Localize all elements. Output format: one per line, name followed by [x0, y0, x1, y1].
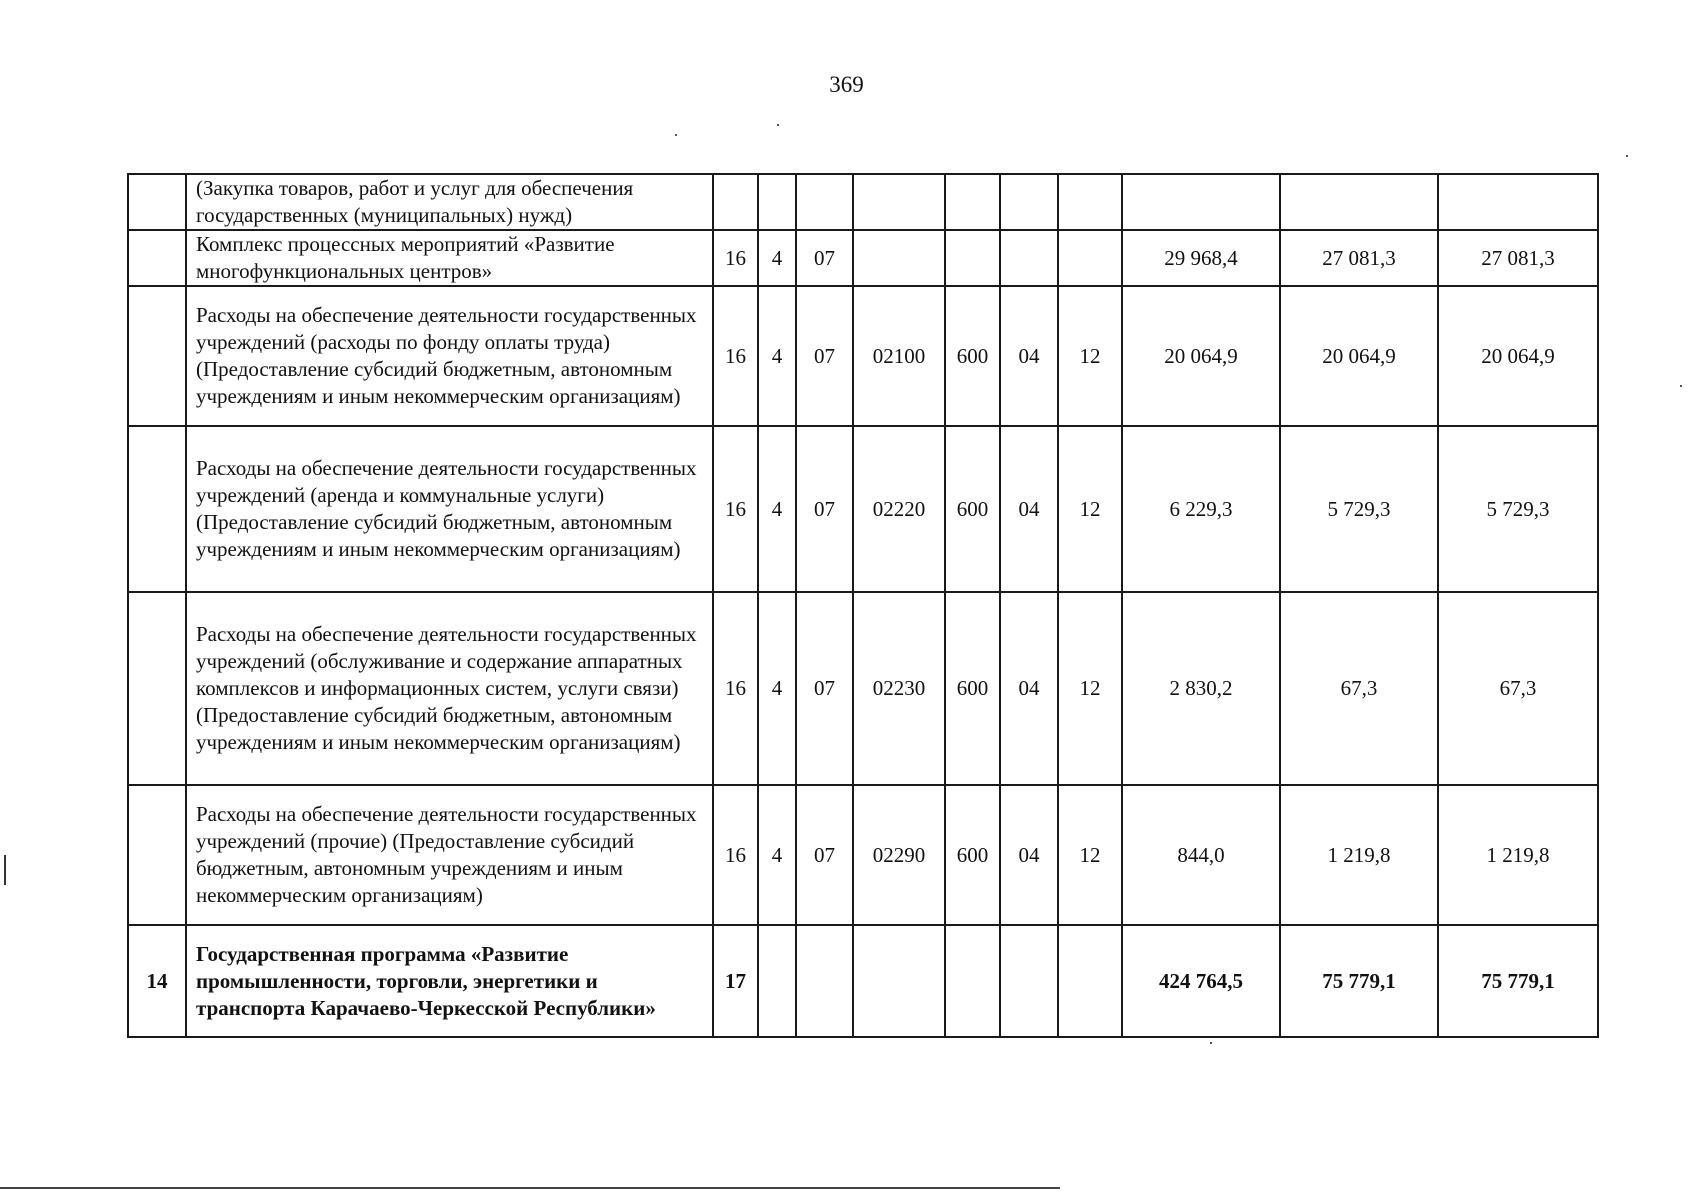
code-cell: 07	[796, 286, 853, 426]
code-cell	[1058, 230, 1122, 286]
row-description: Расходы на обеспечение деятельности государственных учреждений (обслуживание и содержание аппаратных комплексов и информационных систем, услуги связи) (Предоставление субсидий бюджетным, автономным учреждениям и иным некоммерческим организациям)	[186, 592, 713, 785]
code-cell: 02100	[853, 286, 945, 426]
amount-cell: 6 229,3	[1122, 426, 1280, 592]
scan-speck	[1210, 1042, 1212, 1044]
code-cell: 12	[1058, 592, 1122, 785]
scan-margin-line	[4, 855, 6, 885]
row-number	[128, 174, 186, 230]
code-cell: 16	[713, 785, 758, 925]
amount-cell: 424 764,5	[1122, 925, 1280, 1037]
code-cell	[713, 174, 758, 230]
scan-speck	[1626, 155, 1628, 157]
code-cell: 600	[945, 785, 1000, 925]
code-cell	[1058, 925, 1122, 1037]
code-cell	[1058, 174, 1122, 230]
row-description: Расходы на обеспечение деятельности государственных учреждений (расходы по фонду оплаты труда) (Предоставление субсидий бюджетным, автономным учреждениям и иным некоммерческим организациям)	[186, 286, 713, 426]
code-cell: 16	[713, 286, 758, 426]
amount-cell: 20 064,9	[1122, 286, 1280, 426]
page-number: 369	[829, 72, 864, 97]
code-cell	[853, 230, 945, 286]
amount-cell: 5 729,3	[1438, 426, 1598, 592]
code-cell	[1000, 230, 1058, 286]
amount-cell: 67,3	[1280, 592, 1438, 785]
row-number	[128, 286, 186, 426]
code-cell: 12	[1058, 426, 1122, 592]
row-description: Государственная программа «Развитие промышленности, торговли, энергетики и транспорта Карачаево-Черкесской Республики»	[186, 925, 713, 1037]
code-cell: 02220	[853, 426, 945, 592]
row-description: (Закупка товаров, работ и услуг для обеспечения государственных (муниципальных) нужд)	[186, 174, 713, 230]
code-cell: 4	[758, 426, 796, 592]
code-cell: 16	[713, 426, 758, 592]
row-description: Комплекс процессных мероприятий «Развитие многофункциональных центров»	[186, 230, 713, 286]
code-cell: 07	[796, 592, 853, 785]
table-row	[128, 230, 1598, 286]
row-number	[128, 592, 186, 785]
row-number	[128, 785, 186, 925]
code-cell	[853, 925, 945, 1037]
code-cell	[945, 230, 1000, 286]
amount-cell: 1 219,8	[1438, 785, 1598, 925]
amount-cell	[1438, 174, 1598, 230]
code-cell: 04	[1000, 785, 1058, 925]
footer-rule	[0, 1187, 1060, 1189]
amount-cell: 67,3	[1438, 592, 1598, 785]
amount-cell: 20 064,9	[1280, 286, 1438, 426]
amount-cell: 27 081,3	[1438, 230, 1598, 286]
amount-cell: 844,0	[1122, 785, 1280, 925]
table-row	[128, 426, 1598, 592]
code-cell: 07	[796, 785, 853, 925]
amount-cell	[1122, 174, 1280, 230]
row-number: 14	[128, 925, 186, 1037]
code-cell	[796, 174, 853, 230]
amount-cell: 27 081,3	[1280, 230, 1438, 286]
code-cell: 07	[796, 230, 853, 286]
code-cell: 4	[758, 592, 796, 785]
amount-cell	[1280, 174, 1438, 230]
code-cell: 02230	[853, 592, 945, 785]
code-cell: 02290	[853, 785, 945, 925]
code-cell: 04	[1000, 426, 1058, 592]
code-cell	[758, 174, 796, 230]
table-row	[128, 925, 1598, 1037]
code-cell: 12	[1058, 785, 1122, 925]
table-row	[128, 174, 1598, 230]
table-row	[128, 592, 1598, 785]
code-cell: 4	[758, 286, 796, 426]
amount-cell: 75 779,1	[1438, 925, 1598, 1037]
row-number	[128, 426, 186, 592]
code-cell: 600	[945, 426, 1000, 592]
scan-speck	[777, 124, 779, 126]
amount-cell: 75 779,1	[1280, 925, 1438, 1037]
code-cell	[758, 925, 796, 1037]
scan-speck	[675, 134, 677, 136]
code-cell	[945, 925, 1000, 1037]
table-row	[128, 286, 1598, 426]
code-cell: 07	[796, 426, 853, 592]
code-cell: 12	[1058, 286, 1122, 426]
amount-cell: 2 830,2	[1122, 592, 1280, 785]
code-cell	[945, 174, 1000, 230]
amount-cell: 5 729,3	[1280, 426, 1438, 592]
amount-cell: 29 968,4	[1122, 230, 1280, 286]
table-row	[128, 785, 1598, 925]
row-description: Расходы на обеспечение деятельности государственных учреждений (аренда и коммунальные услуги) (Предоставление субсидий бюджетным, автономным учреждениям и иным некоммерческим организациям)	[186, 426, 713, 592]
budget-table	[127, 173, 1599, 1038]
code-cell	[796, 925, 853, 1037]
code-cell: 4	[758, 230, 796, 286]
code-cell: 16	[713, 230, 758, 286]
code-cell: 04	[1000, 286, 1058, 426]
code-cell: 17	[713, 925, 758, 1037]
code-cell: 600	[945, 592, 1000, 785]
code-cell	[1000, 925, 1058, 1037]
code-cell: 04	[1000, 592, 1058, 785]
code-cell	[853, 174, 945, 230]
scan-speck	[1680, 385, 1682, 387]
amount-cell: 20 064,9	[1438, 286, 1598, 426]
code-cell: 4	[758, 785, 796, 925]
row-description: Расходы на обеспечение деятельности государственных учреждений (прочие) (Предоставление субсидий бюджетным, автономным учреждениям и иным некоммерческим организациям)	[186, 785, 713, 925]
amount-cell: 1 219,8	[1280, 785, 1438, 925]
code-cell	[1000, 174, 1058, 230]
row-number	[128, 230, 186, 286]
code-cell: 600	[945, 286, 1000, 426]
code-cell: 16	[713, 592, 758, 785]
